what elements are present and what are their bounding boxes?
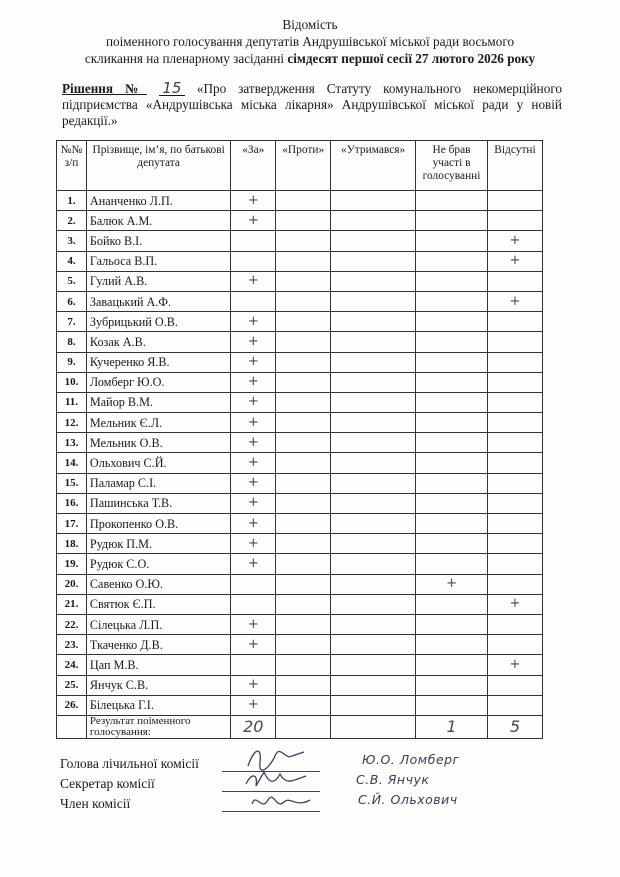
result-against	[276, 715, 331, 738]
vote-for: +	[231, 453, 276, 473]
vote-abstain	[331, 554, 416, 574]
vote-for	[231, 251, 276, 271]
vote-not-voted	[416, 514, 488, 534]
vote-against	[276, 271, 331, 291]
vote-absent	[488, 211, 543, 231]
decision-block	[62, 81, 562, 129]
vote-not-voted	[416, 291, 488, 311]
vote-abstain	[331, 413, 416, 433]
signature-scribble-member	[246, 786, 316, 816]
vote-abstain	[331, 231, 416, 251]
vote-for: +	[231, 211, 276, 231]
table-row	[57, 392, 543, 412]
vote-absent	[488, 413, 543, 433]
signature-role-member: Член комісії	[60, 796, 131, 811]
document-title: Відомість	[282, 17, 338, 32]
table-row	[57, 291, 543, 311]
table-row	[57, 312, 543, 332]
vote-absent	[488, 514, 543, 534]
vote-not-voted	[416, 352, 488, 372]
vote-not-voted	[416, 271, 488, 291]
table-row	[57, 231, 543, 251]
vote-abstain	[331, 392, 416, 412]
row-number: 8.	[57, 332, 87, 352]
col-header-abstain: «Утримався»	[331, 141, 416, 191]
header-subtitle: поіменного голосування депутатів Андрушівської міської ради восьмого	[105, 34, 515, 49]
row-number: 6.	[57, 291, 87, 311]
row-number: 16.	[57, 493, 87, 513]
col-header-number: №№ з/п	[57, 141, 87, 191]
row-number: 23.	[57, 635, 87, 655]
table-row	[57, 473, 543, 493]
vote-against	[276, 352, 331, 372]
vote-not-voted	[416, 594, 488, 614]
vote-not-voted	[416, 332, 488, 352]
deputy-name: Балюк А.М.	[86, 211, 230, 231]
vote-absent	[488, 191, 543, 211]
vote-for	[231, 291, 276, 311]
vote-absent	[488, 614, 543, 634]
row-number: 24.	[57, 655, 87, 675]
deputy-name: Савенко О.Ю.	[86, 574, 230, 594]
vote-against	[276, 372, 331, 392]
row-number: 22.	[57, 614, 87, 634]
voting-table	[56, 140, 543, 739]
deputy-name: Святюк Є.П.	[86, 594, 230, 614]
vote-abstain	[331, 655, 416, 675]
vote-abstain	[331, 332, 416, 352]
result-absent: 5	[488, 715, 543, 738]
vote-abstain	[331, 594, 416, 614]
session-date: сімдесят першої сесії 27 лютого 2026 року	[287, 51, 536, 66]
deputy-name: Кучеренко Я.В.	[86, 352, 230, 372]
vote-absent: +	[488, 594, 543, 614]
signature-name-chair: Ю.О. Ломберг	[362, 752, 460, 767]
vote-abstain	[331, 614, 416, 634]
deputy-name: Мельник О.В.	[86, 433, 230, 453]
vote-for: +	[231, 554, 276, 574]
deputy-name: Козак А.В.	[86, 332, 230, 352]
vote-for	[231, 594, 276, 614]
vote-against	[276, 413, 331, 433]
vote-abstain	[331, 453, 416, 473]
col-header-for: «За»	[231, 141, 276, 191]
deputy-name: Сілецька Л.П.	[86, 614, 230, 634]
vote-for: +	[231, 372, 276, 392]
row-number: 14.	[57, 453, 87, 473]
vote-abstain	[331, 352, 416, 372]
deputy-name: Ананченко Л.П.	[86, 191, 230, 211]
vote-absent	[488, 675, 543, 695]
vote-against	[276, 675, 331, 695]
table-row	[57, 271, 543, 291]
vote-absent	[488, 271, 543, 291]
vote-for: +	[231, 614, 276, 634]
table-row	[57, 191, 543, 211]
vote-not-voted	[416, 675, 488, 695]
vote-for: +	[231, 352, 276, 372]
vote-against	[276, 433, 331, 453]
table-row	[57, 352, 543, 372]
deputy-name: Гулий А.В.	[86, 271, 230, 291]
table-row	[57, 594, 543, 614]
result-for: 20	[231, 715, 276, 738]
row-number: 12.	[57, 413, 87, 433]
table-row	[57, 635, 543, 655]
row-number: 4.	[57, 251, 87, 271]
vote-not-voted	[416, 453, 488, 473]
vote-abstain	[331, 211, 416, 231]
deputy-name: Ольхович С.Й.	[86, 453, 230, 473]
vote-absent	[488, 534, 543, 554]
vote-not-voted	[416, 231, 488, 251]
deputy-name: Ломберг Ю.О.	[86, 372, 230, 392]
vote-against	[276, 332, 331, 352]
deputy-name: Пашинська Т.В.	[86, 493, 230, 513]
vote-abstain	[331, 534, 416, 554]
row-number: 1.	[57, 191, 87, 211]
table-header-row	[57, 141, 543, 191]
vote-absent	[488, 352, 543, 372]
vote-for: +	[231, 312, 276, 332]
vote-abstain	[331, 695, 416, 715]
deputy-name: Майор В.М.	[86, 392, 230, 412]
row-number: 3.	[57, 231, 87, 251]
table-row	[57, 251, 543, 271]
vote-abstain	[331, 675, 416, 695]
vote-absent	[488, 433, 543, 453]
deputy-name: Бойко В.І.	[86, 231, 230, 251]
table-row	[57, 675, 543, 695]
signature-block	[60, 754, 199, 814]
deputy-name: Янчук С.В.	[86, 675, 230, 695]
vote-against	[276, 392, 331, 412]
decision-number: 15	[159, 81, 185, 96]
vote-for: +	[231, 332, 276, 352]
col-header-absent: Відсутні	[488, 141, 543, 191]
deputy-name: Гальоса В.П.	[86, 251, 230, 271]
table-row	[57, 372, 543, 392]
vote-absent: +	[488, 291, 543, 311]
deputy-name: Ткаченко Д.В.	[86, 635, 230, 655]
col-header-against: «Проти»	[276, 141, 331, 191]
vote-for: +	[231, 695, 276, 715]
table-row	[57, 514, 543, 534]
vote-absent	[488, 695, 543, 715]
deputy-name: Завацький А.Ф.	[86, 291, 230, 311]
vote-against	[276, 655, 331, 675]
vote-against	[276, 251, 331, 271]
vote-not-voted	[416, 251, 488, 271]
deputy-name: Рудюк С.О.	[86, 554, 230, 574]
vote-not-voted	[416, 372, 488, 392]
result-not-voted: 1	[416, 715, 488, 738]
deputy-name: Прокопенко О.В.	[86, 514, 230, 534]
vote-against	[276, 211, 331, 231]
deputy-name: Зубрицький О.В.	[86, 312, 230, 332]
vote-for	[231, 655, 276, 675]
table-row	[57, 433, 543, 453]
vote-against	[276, 554, 331, 574]
row-number: 26.	[57, 695, 87, 715]
row-number: 20.	[57, 574, 87, 594]
row-number: 11.	[57, 392, 87, 412]
deputy-name: Мельник Є.Л.	[86, 413, 230, 433]
vote-against	[276, 493, 331, 513]
table-row	[57, 413, 543, 433]
vote-abstain	[331, 635, 416, 655]
row-number: 25.	[57, 675, 87, 695]
result-row	[57, 715, 543, 738]
vote-against	[276, 534, 331, 554]
vote-abstain	[331, 433, 416, 453]
signature-role-secretary: Секретар комісії	[60, 776, 155, 791]
vote-against	[276, 574, 331, 594]
vote-against	[276, 695, 331, 715]
table-row	[57, 332, 543, 352]
header-session: скликання на пленарному засіданні сімдесят першої сесії 27 лютого 2026 року	[84, 51, 536, 66]
vote-not-voted	[416, 392, 488, 412]
vote-absent: +	[488, 655, 543, 675]
vote-not-voted	[416, 413, 488, 433]
vote-absent	[488, 312, 543, 332]
vote-for: +	[231, 675, 276, 695]
vote-against	[276, 191, 331, 211]
vote-not-voted	[416, 493, 488, 513]
vote-not-voted	[416, 433, 488, 453]
result-empty-cell	[57, 715, 87, 738]
vote-not-voted	[416, 211, 488, 231]
vote-for: +	[231, 413, 276, 433]
vote-absent: +	[488, 251, 543, 271]
vote-against	[276, 614, 331, 634]
row-number: 19.	[57, 554, 87, 574]
row-number: 5.	[57, 271, 87, 291]
row-number: 2.	[57, 211, 87, 231]
vote-absent	[488, 372, 543, 392]
signature-role-chair: Голова лічильної комісії	[60, 756, 199, 771]
vote-absent	[488, 493, 543, 513]
vote-for: +	[231, 635, 276, 655]
row-number: 9.	[57, 352, 87, 372]
decision-label: Рішення №	[62, 81, 147, 96]
decision-text: «Про затвердження Статуту комунального некомерційного підприємства «Андрушівська міська лікарня» Андрушівської міської ради у новій редакції.»	[62, 81, 563, 128]
vote-not-voted	[416, 554, 488, 574]
document-header	[40, 16, 580, 67]
deputy-name: Рудюк П.М.	[86, 534, 230, 554]
signature-name-secretary: С.В. Янчук	[356, 772, 430, 787]
deputy-name: Цап М.В.	[86, 655, 230, 675]
vote-not-voted	[416, 635, 488, 655]
row-number: 13.	[57, 433, 87, 453]
table-row	[57, 211, 543, 231]
deputy-name: Паламар С.І.	[86, 473, 230, 493]
vote-absent: +	[488, 231, 543, 251]
vote-abstain	[331, 574, 416, 594]
vote-for: +	[231, 271, 276, 291]
vote-for: +	[231, 392, 276, 412]
row-number: 21.	[57, 594, 87, 614]
vote-for: +	[231, 433, 276, 453]
vote-for: +	[231, 493, 276, 513]
vote-abstain	[331, 514, 416, 534]
vote-not-voted	[416, 191, 488, 211]
signature-name-member: С.Й. Ольхович	[358, 792, 458, 807]
vote-abstain	[331, 493, 416, 513]
row-number: 18.	[57, 534, 87, 554]
vote-against	[276, 291, 331, 311]
vote-not-voted	[416, 473, 488, 493]
vote-abstain	[331, 473, 416, 493]
table-row	[57, 614, 543, 634]
vote-not-voted	[416, 614, 488, 634]
vote-abstain	[331, 312, 416, 332]
vote-against	[276, 514, 331, 534]
vote-for: +	[231, 534, 276, 554]
table-row	[57, 554, 543, 574]
vote-against	[276, 231, 331, 251]
vote-for	[231, 574, 276, 594]
vote-absent	[488, 453, 543, 473]
vote-absent	[488, 554, 543, 574]
vote-absent	[488, 392, 543, 412]
vote-abstain	[331, 251, 416, 271]
table-row	[57, 453, 543, 473]
vote-abstain	[331, 372, 416, 392]
row-number: 7.	[57, 312, 87, 332]
table-row	[57, 695, 543, 715]
table-row	[57, 493, 543, 513]
vote-against	[276, 473, 331, 493]
vote-for: +	[231, 514, 276, 534]
result-label: Результат поіменного голосування:	[86, 715, 230, 738]
vote-against	[276, 453, 331, 473]
vote-not-voted	[416, 312, 488, 332]
result-abstain	[331, 715, 416, 738]
col-header-name: Прізвище, ім’я, по батькові депутата	[86, 141, 230, 191]
deputy-name: Білецька Г.І.	[86, 695, 230, 715]
vote-not-voted: +	[416, 574, 488, 594]
vote-absent	[488, 574, 543, 594]
vote-against	[276, 635, 331, 655]
row-number: 10.	[57, 372, 87, 392]
vote-abstain	[331, 191, 416, 211]
vote-absent	[488, 332, 543, 352]
vote-abstain	[331, 291, 416, 311]
table-row	[57, 574, 543, 594]
vote-for: +	[231, 473, 276, 493]
vote-not-voted	[416, 695, 488, 715]
table-row	[57, 534, 543, 554]
vote-for: +	[231, 191, 276, 211]
row-number: 17.	[57, 514, 87, 534]
vote-for	[231, 231, 276, 251]
vote-not-voted	[416, 655, 488, 675]
vote-abstain	[331, 271, 416, 291]
table-row	[57, 655, 543, 675]
vote-not-voted	[416, 534, 488, 554]
vote-absent	[488, 473, 543, 493]
col-header-not-voted: Не брав участі в голосуванні	[416, 141, 488, 191]
vote-against	[276, 312, 331, 332]
vote-absent	[488, 635, 543, 655]
vote-against	[276, 594, 331, 614]
row-number: 15.	[57, 473, 87, 493]
